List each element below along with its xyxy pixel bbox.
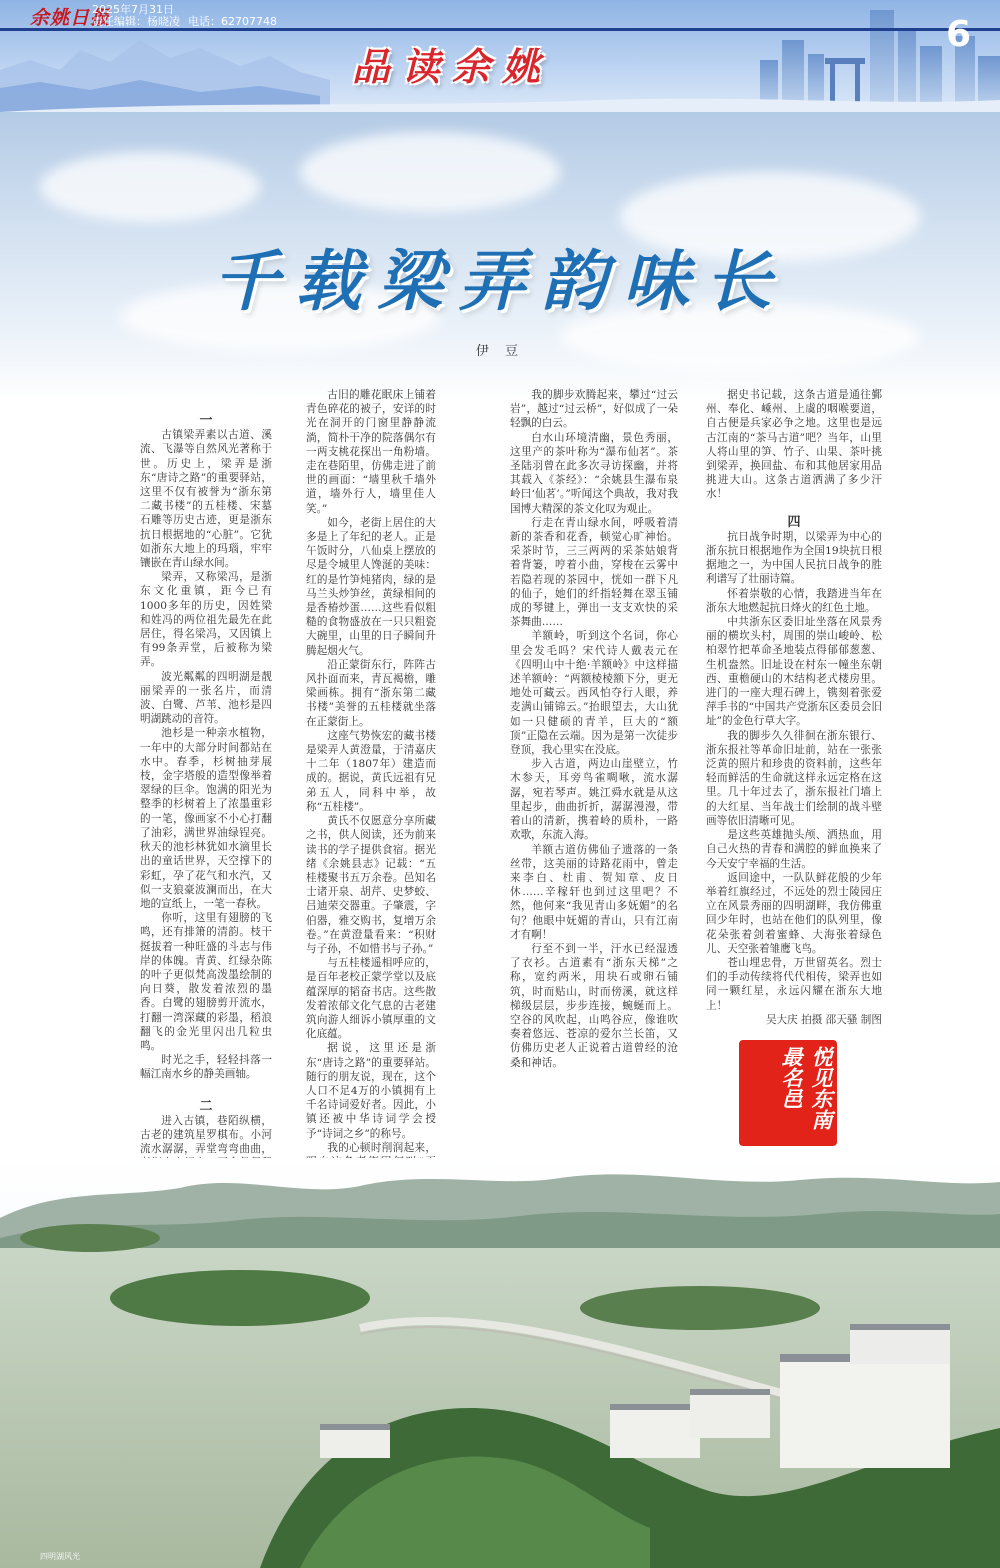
paragraph: 古镇梁弄素以古道、溪流、飞瀑等自然风光著称于世。历史上，梁弄是浙东“唐诗之路”的重要驿站，这里不仅有被誉为“浙东第二藏书楼”的五桂楼、宋墓石雕等历史古迹，更是浙东抗日根据地的“心脏”。它犹如浙东大地上的玛瑙，牢牢镶嵌在青山绿水间。 — [140, 429, 272, 570]
issue-meta — [92, 4, 285, 28]
photo-credit: 吴大庆 拍摄 邵天骚 制图 — [765, 1013, 882, 1026]
photo-caption: 四明湖风光 — [40, 1552, 80, 1561]
paragraph: 抗日战争时期，以梁弄为中心的浙东抗日根据地作为全国19块抗日根据地之一，为中国人民抗日战争的胜利谱写了壮丽诗篇。 — [706, 530, 882, 586]
paragraph: 池杉是一种亲水植物，一年中的大部分时间都站在水中。春季，杉树抽芽展枝，金字塔般的造型像举着翠绿的巨伞。饱满的阳光为整季的杉树着上了浓墨重彩的一笔，像画家不小心打翻了油彩，满世界油绿锃亮。秋天的池杉林犹如水滴里长出的童话世界，天空撑下的彩虹，孕了花气和水汽，又似一支狼豪波澜而出，在大地的宣纸上，一笔一春秋。 — [140, 727, 272, 910]
paragraph: 中共浙东区委旧址坐落在风景秀丽的横坎头村，周围的崇山峻岭、松柏翠竹把革命圣地装点得郁郁葱葱、生机盎然。旧址设在村东一幢坐东朝西、重檐硬山的木结构老式楼房里。进门的一座大理石碑上，镌刻着张爱萍手书的“中国共产党浙东区委员会旧址”的金色行草大字。 — [706, 616, 882, 728]
article-title: 千载梁弄韵味长 — [213, 242, 787, 320]
paragraph: 行至不到一半，汗水已经湿透了衣衫。古道素有“浙东天梯”之称，宽约两米，用块石或卵石铺筑，时而贴山，时而傍溪，就这样梯级层层，步步连接，蜿蜒而上。空谷的风吹起，山鸣谷应，像谁吹奏着悠远、苍凉的爱尔兰长笛，又仿佛历史老人正说着古道曾经的沧桑和神话。 — [510, 942, 678, 1069]
paragraph: 黄氏不仅愿意分享所藏之书，供人阅读，还为前来读书的学子提供食宿。据光绪《余姚县志》记载：“五桂楼聚书五万余卷。邑知名士诸开泉、胡芹、史梦蛟、吕迪荣交器重。子肇震，字伯器，雅交购书，复增万余卷。”在黄澄量看来：“积财与子孙，不如惜书与子孙。” — [306, 815, 436, 955]
paragraph: 沿正蒙街东行，阵阵古风扑面而来，青瓦褐檐，雕梁画栋。拥有“浙东第二藏书楼”美誉的五桂楼就坐落在正蒙街上。 — [306, 658, 436, 728]
paragraph: 我的脚步久久徘徊在浙东银行、浙东报社等革命旧址前，站在一张张泛黄的照片和珍贵的资料前，这些年轻而鲜活的生命就这样永远定格在这里。几十年过去了，浙东报社门墙上的大红星、当年战士们绘制的战斗壁画等依旧清晰可见。 — [706, 729, 882, 827]
paragraph: 是这些英雄抛头颅、洒热血，用自己火热的青春和满腔的鲜血换来了今天安宁幸福的生活。 — [706, 829, 882, 870]
section-mark: 一 — [199, 413, 213, 428]
issue-date: 2025年7月31日 — [92, 3, 174, 16]
paragraph: 羊额岭，听到这个名词，你心里会发毛吗？宋代诗人戴表元在《四明山中十绝·羊额岭》中这样描述羊额岭：“两额棱棱额下分，更无地处可藏云。西风怕夺行人眼，养麦满山铺锦云。”抬眼望去，大山犹如一只健硕的青羊，巨大的“额顶”正隐在云端。因为是第一次徒步登顶，我心里实在没底。 — [510, 630, 678, 757]
paragraph: 步入古道，两边山崖壁立，竹木参天，耳旁鸟雀啁啾，流水潺潺，宛若琴声。姚江舜水就是从这里起步，曲曲折折，潺潺漫漫，带着山的清新，携着岭的质朴，一路欢歌，东流入海。 — [510, 758, 678, 842]
stamp-line: 悦见东南 — [809, 1046, 834, 1130]
paragraph: 这座气势恢宏的藏书楼是梁弄人黄澄量，于清嘉庆十二年（1807年）建造而成的。据说，黄氏远祖有兄弟五人，同科中举，故称“五桂楼”。 — [306, 729, 436, 813]
section-mark: 二 — [199, 1098, 213, 1114]
paragraph: 时光之手，轻轻抖落一幅江南水乡的静美画轴。 — [140, 1054, 272, 1081]
paragraph: 波光粼粼的四明湖是靓丽梁弄的一张名片，而清波、白鹭、芦苇、池杉是四明湖跳动的音符。 — [140, 670, 272, 726]
lake-scene-illustration — [0, 1158, 1000, 1568]
paragraph: 你听，这里有翅膀的飞鸣，还有排箫的清韵。枝干挺拔着一种旺盛的斗志与伟岸的体魄。青黄、红绿杂陈的叶子更似梵高泼墨绘制的向日葵，散发着浓烈的墨香。白鹭的翅膀剪开流水，打翻一湾深藏的彩墨，稻浪翻飞的金光里闪出几粒虫鸣。 — [140, 912, 272, 1052]
paragraph: 返回途中，一队队鲜花般的少年举着红旗经过，不远处的烈士陵园庄立在风景秀丽的四明湖畔，我仿佛重回少年时，也站在他们的队列里，像花朵张着剑着蜜蜂、大海张着绿色儿、天空张着雏鹰飞鸟。 — [706, 871, 882, 955]
section-title: 品读余姚 — [352, 44, 553, 89]
header-rule — [0, 28, 1000, 31]
lake-landscape-photo — [0, 1158, 1000, 1568]
cloud — [40, 152, 260, 222]
page-header — [0, 0, 1000, 112]
paragraph: 我的脚步欢腾起来，攀过“过云岩”，越过“过云桥”，好似成了一朵轻飘的白云。 — [510, 389, 678, 430]
column-brand-stamp — [739, 1040, 837, 1146]
paragraph: 据说，这里还是浙东“唐诗之路”的重要驿站。随行的朋友说，现在，这个人口不足4万的小镇拥有上千名诗词爱好者。因此，小镇还被中华诗词学会授予“诗词之乡”的称号。 — [306, 1042, 436, 1140]
phone: 电话：62707748 — [188, 15, 277, 28]
editor: 责任编辑：杨晓凌 — [92, 15, 180, 28]
paragraph: 如今，老街上居住的大多是上了年纪的老人。正是午饭时分，八仙桌上摆放的尽是令城里人馋涎的美味：红的是竹笋炖猪肉，绿的是马兰头炒笋丝，黄绿相间的是香椿炒蛋……这些看似粗糙的食物盛放在一只只粗瓷大碗里，山里的日子瞬间升腾起烟火气。 — [306, 516, 436, 657]
paragraph: 行走在青山绿水间，呼吸着清新的茶香和花香，顿觉心旷神怡。采茶时节，三三两两的采茶姑娘背着背篓，哼着小曲，穿梭在云雾中若隐若现的茶园中，恍如一群下凡的仙子，她们的纤指轻舞在翠玉铺成的琴键上，弹出一支支欢快的采茶舞曲…… — [510, 516, 678, 629]
cloud — [300, 132, 560, 212]
paragraph: 我的心顿时削润起来， — [327, 1141, 436, 1154]
paragraph: 苍山埋忠骨，万世留英名。烈士们的手动传续将代代相传，梁弄也如同一颗红星，永远闪耀在浙东大地上！ — [706, 956, 882, 1012]
column-3 — [510, 388, 678, 1070]
paragraph: 古旧的雕花眠床上铺着青色碎花的被子，安详的时光在洞开的门窗里静静流淌，简朴干净的院落偶尔有一两支桃花探出一角粉墙。走在巷陌里，仿佛走进了前世的画面：“墙里秋千墙外道，墙外行人，墙里佳人笑。” — [306, 389, 436, 515]
editor-line — [92, 16, 285, 28]
paragraph: 怀着崇敬的心情，我踏进当年在浙东大地燃起抗日烽火的红色土地。 — [706, 587, 882, 614]
paragraph: 进入古镇，巷陌纵横，古老的建筑星罗棋布。小河流水潺潺，弄堂弯弯曲曲， — [140, 1114, 272, 1156]
newspaper-logo: 余姚日报 — [30, 7, 111, 29]
paragraph: 据史书记载，这条古道是通往鄞州、奉化、嵊州、上虞的咽喉要道，自古便是兵家必争之地。这里也是远古江南的“茶马古道”吧？当年，山里人将山里的笋、竹子、山果、茶叶挑到梁弄，换回盐、布和其他居家用品挑进大山。这条古道洒满了多少汗水！ — [706, 389, 882, 501]
paragraph: 羊额古道仿佛仙子遗落的一条丝带，这美丽的诗路花雨中，曾走来李白、杜甫、贺知章、皮日休……辛稼轩也到过这里吧？不然，他何来“我见青山多妩媚”的名句？他眼中妩媚的青山，只有江南才有啊！ — [510, 843, 678, 941]
article-author: 伊 豆 — [475, 344, 525, 359]
page-number: 6 — [946, 14, 972, 55]
paragraph: 梁弄，又称梁冯，是浙东文化重镇，距今已有1000多年的历史，因姓梁和姓冯的两位祖先最先在此居住，得名梁冯，又因镇上有99条弄堂，后被称为梁弄。 — [140, 571, 272, 669]
paragraph: 白水山环境清幽，景色秀丽，这里产的茶叶称为“瀑布仙茗”。茶圣陆羽曾在此多次寻访探幽，并将其载入《茶经》：“余姚县生瀑布泉岭曰‘仙茗’。”听闻这个典故，我对我国博大精深的茶文化叹为观止。 — [510, 431, 678, 515]
column-4 — [706, 388, 882, 1027]
stamp-line: 最名邑 — [779, 1046, 804, 1109]
section-mark: 四 — [787, 514, 801, 530]
paragraph: 与五桂楼遥相呼应的，是百年老校正蒙学堂以及底蕴深厚的韬奋书店。这些散发着浓郁文化气息的古老建筑向游人细诉小镇厚重的文化底蕴。 — [306, 957, 436, 1041]
